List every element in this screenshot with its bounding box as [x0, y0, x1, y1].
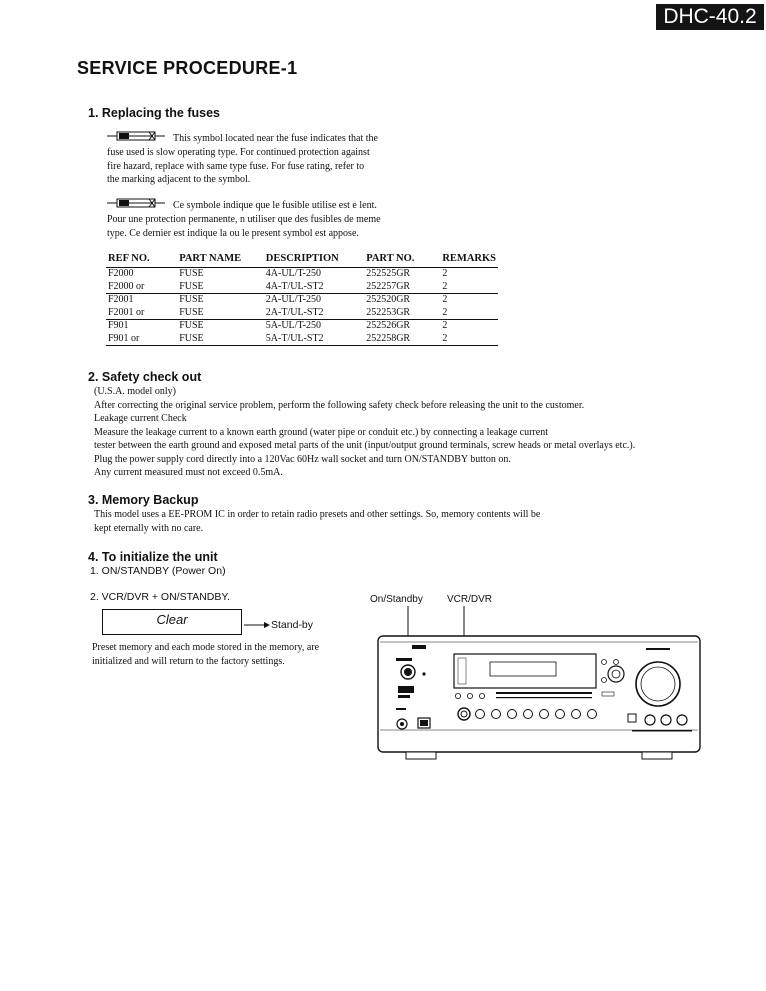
page-title: SERVICE PROCEDURE-1: [77, 58, 298, 78]
table-row: F2001 or FUSE 2A-T/UL-ST2 252253GR 2: [106, 307, 498, 320]
callout-on-standby: On/Standby: [370, 594, 423, 605]
arrow-right-icon: [244, 621, 270, 629]
fuse-note-en-line-1: This symbol located near the fuse indicates that the: [173, 133, 378, 144]
col-part-no: PART NO.: [364, 251, 440, 268]
init-step-2: 2. VCR/DVR + ON/STANDBY.: [90, 591, 230, 603]
col-ref-no: REF NO.: [106, 251, 177, 268]
fuse-symbol-icon: [107, 131, 165, 141]
section-1-heading: 1. Replacing the fuses: [88, 106, 220, 120]
init-note-text: Preset memory and each mode stored in the memory, are initialized and will return to the factory settings.: [92, 642, 320, 667]
table-row: F901 or FUSE 5A-T/UL-ST2 252258GR 2: [106, 333, 498, 346]
fuse-note-fr-line-1: Ce symbole indique que le fusible utilise est e lent.: [173, 200, 377, 211]
callout-vcr-dvr: VCR/DVR: [447, 594, 493, 605]
table-row: F2001 FUSE 2A-UL/T-250 252520GR 2: [108, 294, 448, 305]
model-badge: DHC-40.2: [656, 4, 764, 30]
col-part-name: PART NAME: [177, 251, 264, 268]
fuse-note-en-rest: fuse used is slow operating type. For continued protection against fire hazard, replace with same type fuse. For fuse rating, refer to the marking adjacent to the symbol.: [107, 147, 370, 185]
col-description: DESCRIPTION: [264, 251, 364, 268]
section-2-heading: 2. Safety check out: [88, 370, 202, 384]
init-step-1: 1. ON/STANDBY (Power On): [90, 565, 226, 577]
memory-backup-text: This model uses a EE-PROM IC in order to retain radio presets and other settings. So, memory contents will be kept eternally with no care.: [94, 509, 541, 534]
section-4-heading: 4. To initialize the unit: [88, 550, 218, 564]
fuse-note-fr-rest: Pour une protection permanente, n utiliser que des fusibles de meme type. Ce dernier est indique la ou le present symbol est appose.: [107, 214, 381, 239]
table-row: F901 FUSE 5A-UL/T-250 252526GR 2: [108, 320, 448, 331]
section-3-heading: 3. Memory Backup: [88, 493, 199, 507]
col-remarks: REMARKS: [440, 251, 498, 268]
fuse-symbol-icon-fr: [107, 198, 165, 208]
table-row: F2000 FUSE 4A-UL/T-250 252525GR 2: [108, 268, 448, 279]
safety-check-text: (U.S.A. model only) After correcting the original service problem, perform the following safety check before releasing the unit to the customer. Leakage current Check Measure the leakage current to a known earth ground (water pipe or conduit etc.) by connecting a leakage current tester between the earth ground and exposed metal parts of the unit (input/output ground terminals, screw heads or metal overlays etc.). Plug the power supply cord directly into a 120Vac 60Hz wall socket and turn ON/STANDBY button on. Any current measured must not exceed 0.5mA.: [94, 386, 636, 478]
display-clear-text: Clear: [156, 612, 188, 627]
table-row: F2000 or FUSE 4A-T/UL-ST2 252257GR 2: [106, 281, 498, 294]
fuse-parts-table: [106, 251, 498, 346]
receiver-front-panel-illustration: [370, 600, 710, 780]
standby-label: Stand-by: [271, 619, 314, 631]
table-header-row: [106, 251, 498, 268]
display-clear-box: [102, 609, 242, 635]
